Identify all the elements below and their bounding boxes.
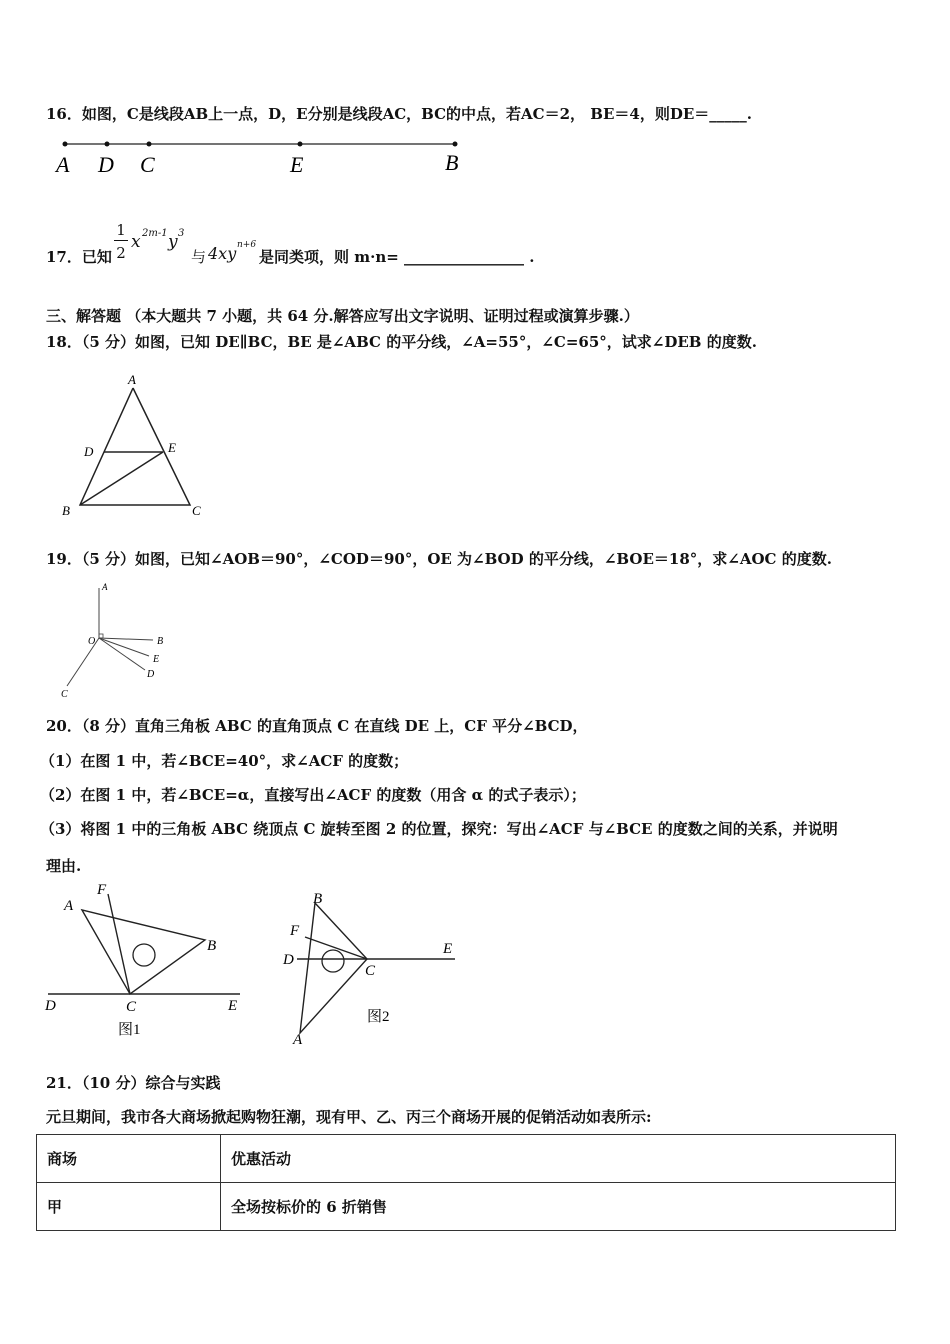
label-c: C <box>140 152 155 177</box>
label-a: A <box>128 372 136 387</box>
label-c: C <box>365 963 376 979</box>
header-promotion: 优惠活动 <box>221 1135 896 1183</box>
label-d: D <box>98 152 114 177</box>
right-angle-mark <box>99 634 103 638</box>
cell-mall: 甲 <box>37 1183 221 1231</box>
q17-frac-numerator: 1 <box>116 221 126 239</box>
point-a <box>63 142 68 147</box>
q17-with: 与 <box>191 248 207 266</box>
q17-y-exponent: 3 <box>178 228 185 239</box>
ray-od <box>99 638 145 670</box>
question-20: 20．（8 分）直角三角板 ABC 的直角顶点 C 在直线 DE 上，CF 平分∠BCD， <box>46 717 588 735</box>
cell-promotion: 全场按标价的 6 折销售 <box>221 1183 896 1231</box>
label-a: A <box>102 582 108 592</box>
q16-segment-figure <box>50 132 470 182</box>
label-d: D <box>283 952 294 968</box>
q17-y: y <box>168 232 178 252</box>
question-21-intro: 元旦期间，我市各大商场掀起购物狂潮，现有甲、乙、丙三个商场开展的促销活动如表所示: <box>46 1108 652 1126</box>
q18-triangle-figure <box>55 370 215 520</box>
q17-frac-denominator: 2 <box>116 244 126 262</box>
question-20-part-2: （2）在图 1 中，若∠BCE=α，直接写出∠ACF 的度数（用含 α 的式子表示）； <box>40 786 586 804</box>
ray-cf <box>108 894 130 994</box>
point-b <box>453 142 458 147</box>
q17-term2-exponent: n+6 <box>237 240 257 250</box>
ray-ob <box>99 638 153 640</box>
label-a: A <box>293 1032 303 1048</box>
question-20-part-1: （1）在图 1 中，若∠BCE=40°，求∠ACF 的度数； <box>40 752 409 770</box>
label-e: E <box>443 941 453 957</box>
label-a: A <box>56 152 70 177</box>
question-16: 16．如图，C是线段AB上一点，D，E分别是线段AC，BC的中点，若AC＝2， BE＝4，则DE＝_____. <box>46 105 752 123</box>
q17-term2: 4xy <box>208 244 237 263</box>
label-f: F <box>290 923 300 939</box>
question-21-title: 21．（10 分）综合与实践 <box>46 1074 221 1092</box>
table-row <box>37 1183 896 1231</box>
q20-figure-1 <box>40 880 260 1045</box>
label-e: E <box>153 654 160 665</box>
point-e <box>298 142 303 147</box>
table-header-row <box>37 1135 896 1183</box>
question-18: 18．（5 分）如图，已知 DE∥BC，BE 是∠ABC 的平分线，∠A=55°，∠C=65°，试求∠DEB 的度数. <box>46 333 757 351</box>
q20-figure-2 <box>275 885 465 1050</box>
q17-x: x <box>131 232 141 252</box>
figure-1-caption: 图1 <box>118 1022 141 1038</box>
triangle-abc <box>300 903 367 1033</box>
question-19: 19．（5 分）如图，已知∠AOB＝90°，∠COD＝90°，OE 为∠BOD 的平分线，∠BOE＝18°，求∠AOC 的度数. <box>46 550 832 568</box>
point-d <box>105 142 110 147</box>
label-b: B <box>62 503 70 518</box>
label-e: E <box>228 998 238 1014</box>
label-o: O <box>88 636 96 647</box>
question-20-part-3-cont: 理由. <box>46 857 82 875</box>
triangle-abc <box>82 910 205 994</box>
section-3-heading: 三、解答题 （本大题共 7 小题，共 64 分.解答应写出文字说明、证明过程或演算步骤.） <box>46 307 639 325</box>
label-e: E <box>290 152 304 177</box>
label-d: D <box>84 444 94 459</box>
question-20-part-3: （3）将图 1 中的三角板 ABC 绕顶点 C 旋转至图 2 的位置，探究：写出∠ACF 与∠BCE 的度数之间的关系，并说明 <box>40 820 838 838</box>
label-e: E <box>168 440 176 455</box>
label-a: A <box>64 898 74 914</box>
q17-frac-bar <box>114 240 128 241</box>
label-d: D <box>147 669 155 680</box>
label-b: B <box>313 891 323 907</box>
q17-prefix: 17．已知 <box>46 248 112 266</box>
q17-suffix: 是同类项，则 m·n= ________________ . <box>259 248 535 266</box>
label-b: B <box>207 938 217 954</box>
label-b: B <box>445 150 459 175</box>
label-b: B <box>157 636 164 647</box>
label-c: C <box>61 689 68 700</box>
q19-angle-figure <box>55 578 185 700</box>
label-c: C <box>126 999 137 1015</box>
point-c <box>147 142 152 147</box>
triangle-hole <box>133 944 155 966</box>
ray-oe <box>99 638 149 656</box>
label-d: D <box>45 998 56 1014</box>
header-mall: 商场 <box>37 1135 221 1183</box>
triangle-hole <box>322 950 344 972</box>
label-f: F <box>97 882 107 898</box>
figure-2-caption: 图2 <box>367 1009 390 1025</box>
promotion-table <box>36 1134 896 1231</box>
label-c: C <box>192 503 201 518</box>
q17-x-exponent: 2m-1 <box>142 228 168 239</box>
